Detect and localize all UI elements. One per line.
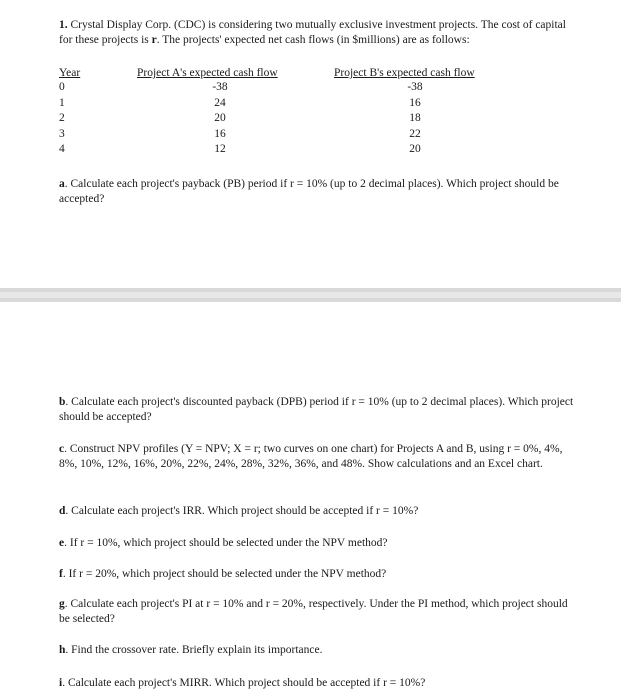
- question-letter: d: [59, 505, 66, 517]
- question-text: . Calculate each project's payback (PB) period if r = 10% (up to 2 decimal places). Which project should be accepted?: [59, 178, 559, 205]
- year-column: [59, 66, 99, 158]
- project-b-header: Project B's expected cash flow: [334, 67, 475, 79]
- question-b: [59, 395, 579, 425]
- question-f: [59, 567, 579, 582]
- question-h: [59, 643, 579, 658]
- year-cell: 1: [59, 96, 65, 109]
- question-letter: f: [59, 568, 63, 580]
- project-b-cell: 22: [409, 127, 421, 140]
- question-text: . Calculate each project's MIRR. Which project should be accepted if r = 10%?: [62, 677, 426, 689]
- year-cell: 2: [59, 112, 65, 124]
- project-a-cell: 12: [214, 143, 226, 155]
- question-a: [59, 177, 579, 207]
- project-a-column: [137, 66, 303, 158]
- project-a-header: Project A's expected cash flow: [137, 67, 278, 79]
- project-a-cell: 20: [214, 112, 226, 124]
- year-cell: 4: [59, 143, 65, 155]
- question-g: [59, 597, 579, 627]
- question-c: [59, 442, 579, 472]
- question-i: [59, 676, 579, 691]
- question-letter: h: [59, 644, 66, 656]
- question-letter: g: [59, 598, 65, 610]
- project-b-cell: 20: [409, 143, 421, 155]
- project-b-cell: 18: [409, 112, 421, 124]
- question-d: [59, 504, 579, 519]
- year-cell: 0: [59, 81, 65, 93]
- question-text: . Calculate each project's PI at r = 10% and r = 20%, respectively. Under the PI method, which project should be selected?: [59, 598, 568, 625]
- question-letter: b: [59, 396, 66, 408]
- question-letter: e: [59, 537, 65, 549]
- cost-of-capital-symbol: r: [151, 34, 157, 46]
- page-divider: [0, 288, 621, 302]
- question-text: . If r = 10%, which project should be selected under the NPV method?: [64, 537, 388, 549]
- question-text: . Calculate each project's discounted payback (DPB) period if r = 10% (up to 2 decimal places). Which project should be accepted?: [59, 396, 574, 423]
- project-b-cell: 16: [409, 96, 421, 109]
- project-a-cell: 24: [214, 96, 226, 109]
- question-letter: c: [59, 443, 65, 455]
- project-b-cell: -38: [407, 81, 423, 93]
- question-text: . Find the crossover rate. Briefly explain its importance.: [65, 644, 323, 656]
- problem-intro: [59, 18, 579, 48]
- question-letter: i: [59, 677, 63, 689]
- problem-number: 1.: [59, 19, 68, 31]
- question-e: [59, 536, 579, 551]
- project-a-cell: -38: [212, 81, 228, 93]
- intro-text: Crystal Display Corp. (CDC) is considering two mutually exclusive investment projects. The cost of capital for these projects is: [59, 19, 566, 46]
- question-text: . If r = 20%, which project should be selected under the NPV method?: [62, 568, 387, 580]
- question-letter: a: [59, 178, 65, 190]
- intro-text-end: . The projects' expected net cash flows (in $millions) are as follows:: [156, 34, 470, 46]
- year-header: Year: [59, 67, 81, 79]
- question-text: . Construct NPV profiles (Y = NPV; X = r; two curves on one chart) for Projects A and B, using r = 0%, 4%, 8%, 10%, 12%, 16%, 20%, 22%, 24%, 28%, 32%, 36%, and 48%. Show calculations and an Excel chart.: [59, 443, 563, 470]
- question-text: . Calculate each project's IRR. Which project should be accepted if r = 10%?: [65, 505, 419, 517]
- project-a-cell: 16: [214, 127, 226, 140]
- year-cell: 3: [59, 127, 65, 140]
- project-b-column: [334, 66, 496, 158]
